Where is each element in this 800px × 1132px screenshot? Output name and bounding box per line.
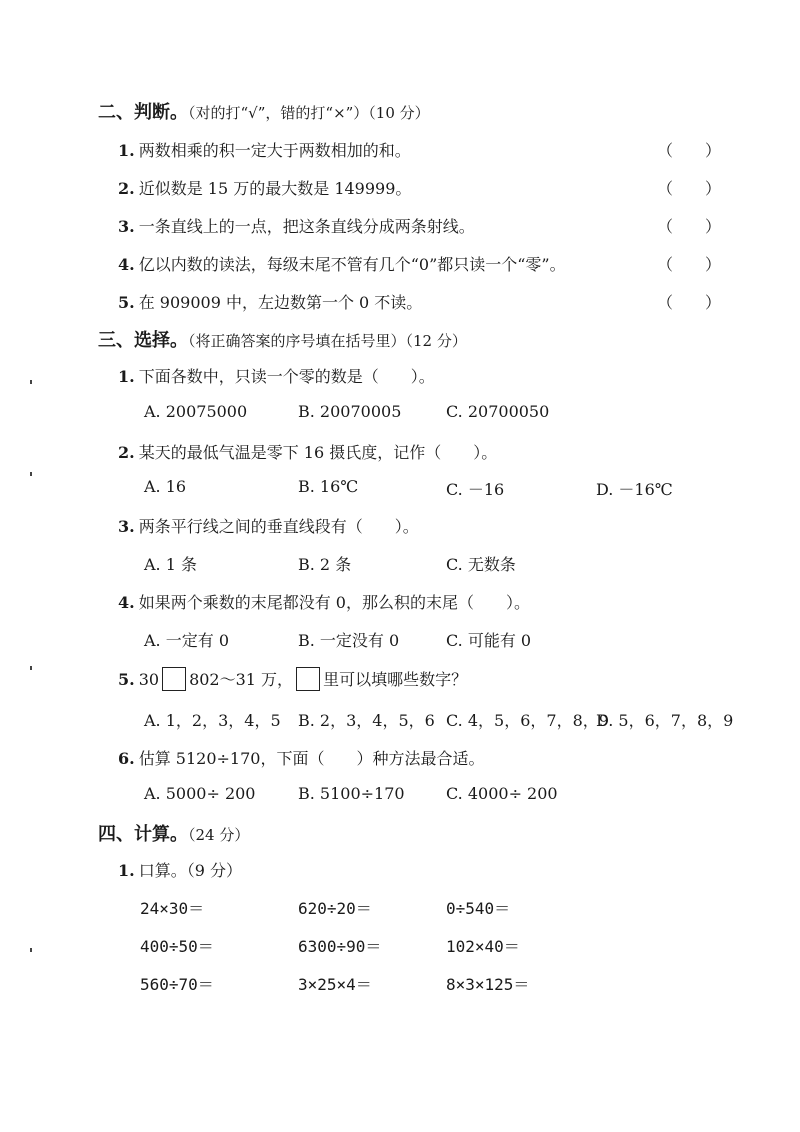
question-number: 1. <box>118 367 135 386</box>
calc-item: 3×25×4＝ <box>298 975 372 994</box>
question-note: （9 分） <box>186 861 242 880</box>
question-number: 2. <box>118 443 135 462</box>
question-text: 一条直线上的一点，把这条直线分成两条射线。 <box>138 217 475 236</box>
question-number: 1. <box>118 861 135 880</box>
question-number: 2. <box>118 179 135 198</box>
question-number: 6. <box>118 749 135 768</box>
judge-question-4 <box>118 252 566 275</box>
option-b[interactable]: B. 16℃ <box>298 477 359 496</box>
option-d[interactable]: D. －16℃ <box>596 480 673 499</box>
question-text: 两条平行线之间的垂直线段有（ ）。 <box>138 517 419 536</box>
judge-question-5 <box>118 290 422 313</box>
option-a[interactable]: A. 20075000 <box>144 402 248 421</box>
calc-item: 560÷70＝ <box>140 975 214 994</box>
question-text: 在 909009 中，左边数第一个 0 不读。 <box>138 293 423 312</box>
answer-blank[interactable]: （ ） <box>657 141 722 160</box>
choice-question-1 <box>118 364 435 387</box>
question-number: 5. <box>118 293 135 312</box>
choice-question-5 <box>118 667 467 691</box>
section-note: （对的打“√”，错的打“×”）（10 分） <box>188 104 430 122</box>
question-number: 4. <box>118 255 135 274</box>
option-b[interactable]: B. 2 条 <box>298 555 352 574</box>
section-title-judge <box>98 98 430 124</box>
answer-blank[interactable]: （ ） <box>657 217 722 236</box>
choice-question-6 <box>118 746 484 769</box>
margin-mark <box>30 948 32 952</box>
answer-blank[interactable]: （ ） <box>657 293 722 312</box>
margin-mark <box>30 666 32 670</box>
judge-question-2 <box>118 176 411 199</box>
section-title-text: 二、判断。 <box>98 102 188 123</box>
calc-item: 102×40＝ <box>446 937 520 956</box>
question-text: 近似数是 15 万的最大数是 149999。 <box>138 179 412 198</box>
option-c[interactable]: C. 4000÷ 200 <box>446 784 558 803</box>
section-title-text: 四、计算。 <box>98 824 188 845</box>
question-number: 4. <box>118 593 135 612</box>
calc-item: 6300÷90＝ <box>298 937 382 956</box>
section-note: （24 分） <box>188 826 250 844</box>
option-a[interactable]: A. 16 <box>144 477 187 496</box>
option-c[interactable]: C. －16 <box>446 480 505 499</box>
question-number: 5. <box>118 670 135 689</box>
judge-question-1 <box>118 138 411 161</box>
option-a[interactable]: A. 一定有 0 <box>144 631 229 650</box>
question-text: 30 <box>138 670 160 689</box>
question-text: 某天的最低气温是零下 16 摄氏度，记作（ ）。 <box>138 443 498 462</box>
margin-mark <box>30 380 32 384</box>
question-number: 3. <box>118 217 135 236</box>
calc-item: 8×3×125＝ <box>446 975 530 994</box>
question-text: 亿以内数的读法，每级末尾不管有几个“0”都只读一个“零”。 <box>138 255 566 274</box>
option-b[interactable]: B. 2，3，4，5，6 <box>298 711 435 730</box>
calc-item: 24×30＝ <box>140 899 205 918</box>
question-text: 两数相乘的积一定大于两数相加的和。 <box>138 141 411 160</box>
calc-item: 400÷50＝ <box>140 937 214 956</box>
option-c[interactable]: C. 4，5，6，7，8，9 <box>446 711 609 730</box>
question-text: 估算 5120÷170，下面（ ）种方法最合适。 <box>138 749 485 768</box>
choice-question-4 <box>118 590 530 613</box>
answer-blank[interactable]: （ ） <box>657 255 722 274</box>
judge-question-3 <box>118 214 475 237</box>
section-note: （将正确答案的序号填在括号里）（12 分） <box>188 332 467 350</box>
calc-subquestion-1 <box>118 858 242 881</box>
option-a[interactable]: A. 1，2，3，4，5 <box>144 711 281 730</box>
option-b[interactable]: B. 一定没有 0 <box>298 631 400 650</box>
option-c[interactable]: C. 可能有 0 <box>446 631 532 650</box>
option-d[interactable]: D. 5，6，7，8，9 <box>596 711 734 730</box>
option-c[interactable]: C. 20700050 <box>446 402 550 421</box>
section-title-choice <box>98 326 467 352</box>
calc-item: 620÷20＝ <box>298 899 372 918</box>
blank-box[interactable] <box>162 667 186 691</box>
option-a[interactable]: A. 5000÷ 200 <box>144 784 256 803</box>
option-b[interactable]: B. 5100÷170 <box>298 784 405 803</box>
question-text: 802～31 万， <box>189 670 294 689</box>
question-text: 如果两个乘数的末尾都没有 0，那么积的末尾（ ）。 <box>138 593 530 612</box>
margin-mark <box>30 472 32 476</box>
option-a[interactable]: A. 1 条 <box>144 555 197 574</box>
answer-blank[interactable]: （ ） <box>657 179 722 198</box>
question-text: 里可以填哪些数字？ <box>323 670 468 689</box>
calc-item: 0÷540＝ <box>446 899 511 918</box>
question-number: 3. <box>118 517 135 536</box>
question-number: 1. <box>118 141 135 160</box>
section-title-text: 三、选择。 <box>98 330 188 351</box>
choice-question-2 <box>118 440 497 463</box>
question-text: 口算。 <box>138 861 187 880</box>
option-c[interactable]: C. 无数条 <box>446 555 516 574</box>
choice-question-3 <box>118 514 419 537</box>
option-b[interactable]: B. 20070005 <box>298 402 402 421</box>
question-text: 下面各数中，只读一个零的数是（ ）。 <box>138 367 435 386</box>
blank-box <box>296 667 320 691</box>
section-title-calc <box>98 820 249 846</box>
